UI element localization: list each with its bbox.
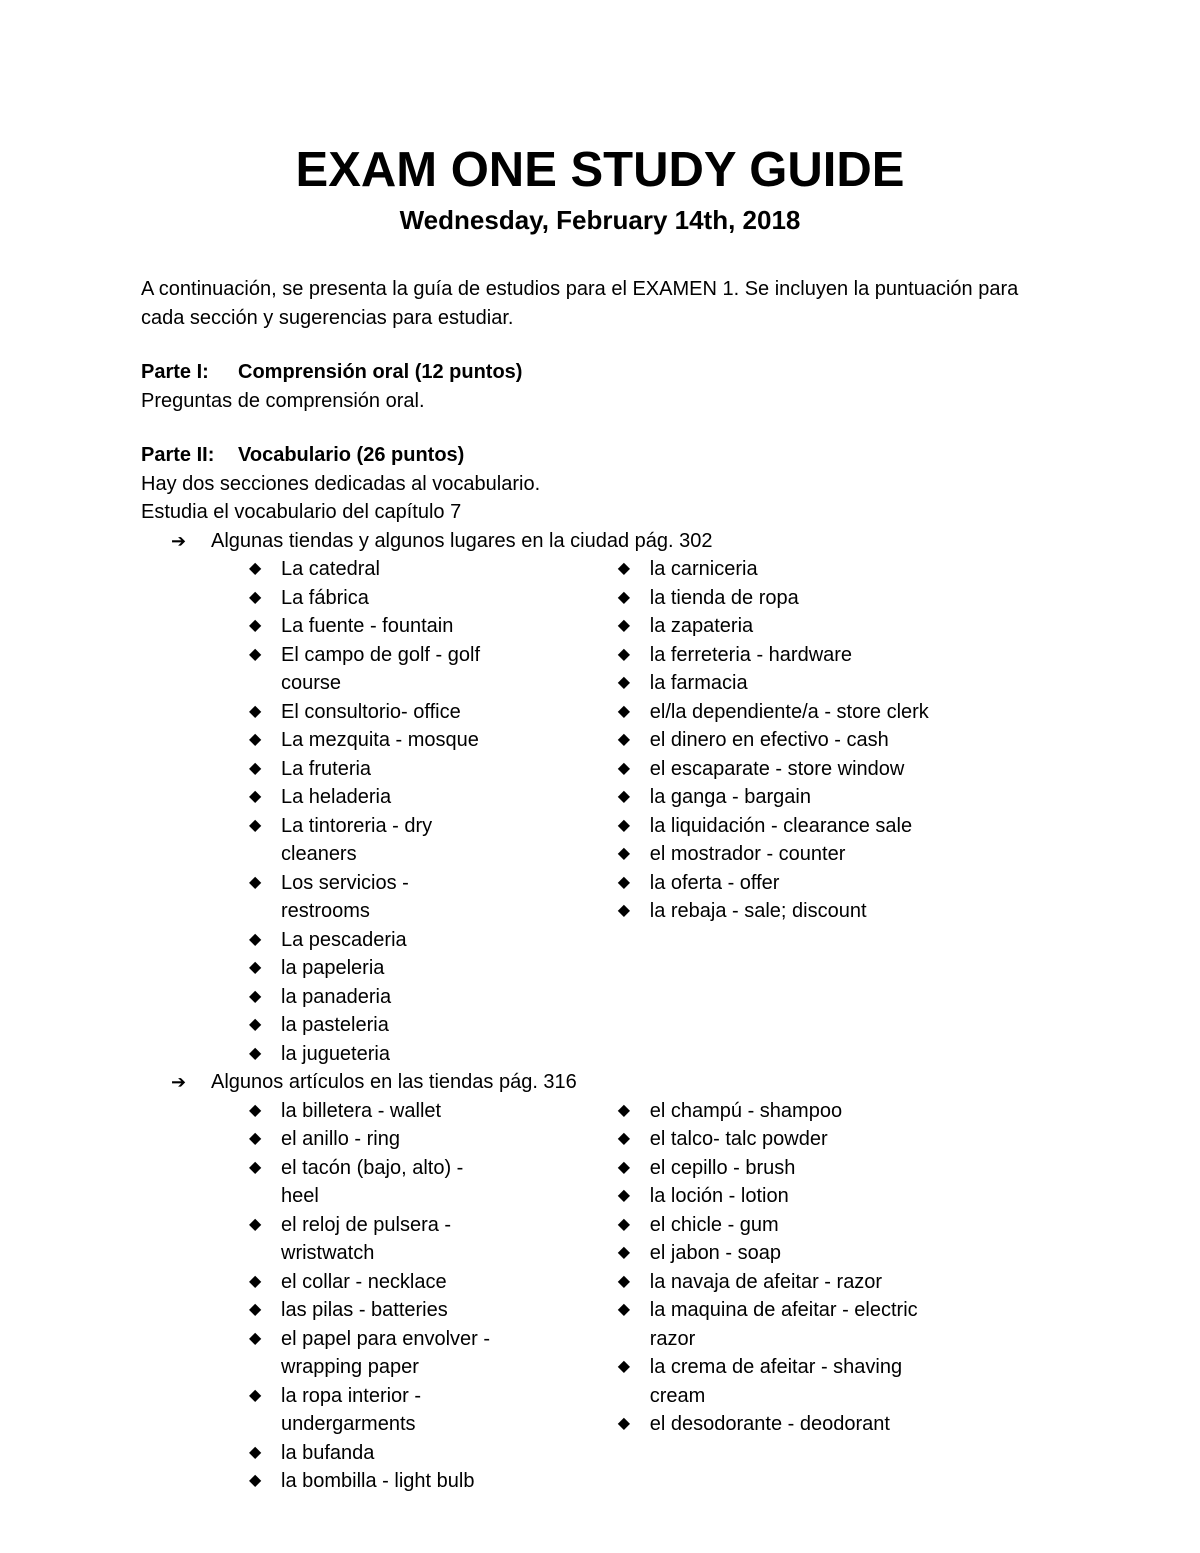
vocab-list: [249, 1097, 618, 1496]
vocab-item-text: La mezquita - mosque: [281, 729, 479, 751]
document-body: [141, 275, 1061, 1496]
vocab-item-text: el chicle - gum: [649, 1213, 779, 1236]
diamond-bullet-icon: ◆: [617, 674, 631, 691]
diamond-bullet-icon: ◆: [617, 1301, 631, 1318]
diamond-bullet-icon: ◆: [249, 1044, 262, 1062]
vocab-item: [618, 698, 950, 727]
arrow-icon: ➔: [171, 530, 187, 551]
diamond-bullet-icon: ◆: [249, 1101, 262, 1119]
vocab-item-text: el papel para envolver - wrapping paper: [281, 1327, 491, 1378]
vocab-item-text: la rebaja - sale; discount: [649, 900, 867, 922]
vocab-item: [249, 812, 503, 869]
vocab-item: [618, 1211, 950, 1240]
vocab-item-text: la bombilla - light bulb: [281, 1470, 475, 1492]
vocab-item: [618, 584, 950, 613]
vocab-item-text: la loción - lotion: [649, 1185, 789, 1207]
vocab-item: [249, 641, 503, 698]
vocab-item-text: La heladeria: [281, 786, 392, 808]
diamond-bullet-icon: ◆: [617, 1130, 631, 1147]
diamond-bullet-icon: ◆: [249, 645, 262, 663]
diamond-bullet-icon: ◆: [617, 902, 631, 919]
vocab-item: [249, 612, 503, 641]
part1-text: Preguntas de comprensión oral.: [141, 389, 425, 412]
vocab-item-text: la liquidación - clearance sale: [649, 814, 913, 837]
vocab-item: [618, 669, 950, 698]
vocab-item: [618, 755, 950, 784]
vocab-item: [249, 1296, 503, 1325]
vocab-item-text: la ganga - bargain: [649, 786, 811, 808]
vocab-item-text: La pescaderia: [281, 928, 407, 951]
vocab-item: [618, 869, 950, 898]
vocab-item: [618, 1268, 950, 1297]
vocab-item: [249, 954, 503, 983]
vocab-item: [618, 897, 950, 926]
diamond-bullet-icon: ◆: [249, 816, 262, 834]
vocab-item: [249, 783, 503, 812]
vocab-item-text: la farmacia: [649, 672, 748, 694]
vocab-item: [618, 840, 950, 869]
diamond-bullet-icon: ◆: [617, 759, 631, 777]
vocab-item-text: la ferreteria - hardware: [649, 643, 853, 666]
diamond-bullet-icon: ◆: [249, 1329, 262, 1347]
vocab-item-text: el champú - shampoo: [649, 1099, 843, 1122]
vocab-item: [249, 1154, 503, 1211]
vocab-item: [249, 869, 503, 926]
part1-label: Parte I:: [141, 361, 209, 383]
diamond-bullet-icon: ◆: [617, 845, 631, 862]
diamond-bullet-icon: ◆: [249, 987, 262, 1005]
vocab-item-text: la oferta - offer: [649, 871, 780, 894]
diamond-bullet-icon: ◆: [617, 645, 631, 663]
vocab-item-text: La tintoreria - dry cleaners: [281, 814, 433, 865]
part2-label: Parte II:: [141, 444, 215, 466]
vocab-item-text: la jugueteria: [281, 1042, 390, 1065]
intro-paragraph: A continuación, se presenta la guía de estudios para el EXAMEN 1. Se incluyen la puntuación para cada sección y sugerencias para estudiar.: [141, 278, 1019, 329]
vocab-item: [618, 1097, 950, 1126]
vocab-item-text: la ropa interior - undergarments: [281, 1384, 422, 1435]
part1-heading: [141, 358, 1061, 387]
diamond-bullet-icon: ◆: [617, 560, 631, 577]
vocab-item-text: La catedral: [281, 558, 380, 580]
part2-heading: [141, 441, 1061, 470]
diamond-bullet-icon: ◆: [617, 816, 631, 834]
vocab-list: [618, 555, 1061, 926]
vocab-item-text: el talco- talc powder: [649, 1128, 828, 1150]
section-1-right-column: [618, 555, 1061, 1068]
part2-title: Vocabulario (26 puntos): [238, 444, 465, 466]
vocab-item: [618, 1296, 950, 1353]
vocab-item: [618, 1125, 950, 1154]
diamond-bullet-icon: ◆: [249, 1386, 262, 1404]
diamond-bullet-icon: ◆: [617, 588, 631, 606]
section-2-columns: [141, 1097, 1061, 1496]
vocab-item: [249, 1268, 503, 1297]
vocab-item-text: La fábrica: [281, 586, 369, 609]
vocab-item: [249, 983, 503, 1012]
diamond-bullet-icon: ◆: [617, 1244, 631, 1261]
vocab-item: [249, 1011, 503, 1040]
diamond-bullet-icon: ◆: [249, 959, 262, 976]
vocab-item: [618, 812, 950, 841]
vocab-item: [618, 1182, 950, 1211]
vocab-item: [249, 1467, 503, 1496]
section-1-columns: [141, 555, 1061, 1068]
vocab-item-text: el jabon - soap: [649, 1242, 781, 1264]
vocab-item: [249, 1211, 503, 1268]
vocab-item: [618, 612, 950, 641]
vocab-list: [249, 555, 618, 1068]
section-1-left-column: [249, 555, 618, 1068]
part2-line2: Estudia el vocabulario del capítulo 7: [141, 501, 462, 523]
vocab-item: [249, 1097, 503, 1126]
vocab-item: [618, 783, 950, 812]
vocab-item: [249, 926, 503, 955]
arrow-icon: ➔: [171, 1072, 187, 1092]
diamond-bullet-icon: ◆: [617, 788, 631, 805]
vocab-item-text: la crema de afeitar - shaving cream: [649, 1356, 903, 1407]
vocab-item-text: la carniceria: [649, 558, 758, 580]
diamond-bullet-icon: ◆: [249, 702, 262, 720]
diamond-bullet-icon: ◆: [617, 1158, 631, 1176]
vocab-item-text: La fruteria: [281, 757, 372, 780]
vocab-item: [249, 1439, 503, 1468]
vocab-item-text: la maquina de afeitar - electric razor: [649, 1299, 918, 1350]
vocab-item-text: El consultorio- office: [281, 700, 461, 723]
vocab-item-text: la panaderia: [281, 985, 392, 1008]
diamond-bullet-icon: ◆: [617, 1101, 631, 1119]
diamond-bullet-icon: ◆: [249, 1472, 262, 1489]
diamond-bullet-icon: ◆: [249, 560, 262, 577]
vocab-item-text: el reloj de pulsera - wristwatch: [281, 1213, 452, 1264]
vocab-item: [249, 555, 503, 584]
vocab-item: [618, 1154, 950, 1183]
diamond-bullet-icon: ◆: [249, 1443, 262, 1461]
vocab-item: [618, 641, 950, 670]
diamond-bullet-icon: ◆: [249, 1272, 262, 1290]
section-1-title: Algunas tiendas y algunos lugares en la ciudad pág. 302: [211, 529, 713, 552]
vocab-item-text: el cepillo - brush: [649, 1156, 796, 1179]
vocab-item-text: el collar - necklace: [281, 1270, 447, 1293]
vocab-item-text: la navaja de afeitar - razor: [649, 1270, 883, 1293]
diamond-bullet-icon: ◆: [617, 1187, 631, 1204]
diamond-bullet-icon: ◆: [249, 1301, 262, 1318]
vocab-section-2: [141, 1068, 1061, 1496]
vocab-item-text: la zapateria: [649, 615, 754, 637]
vocab-item-text: la papeleria: [281, 957, 385, 979]
vocab-item-text: el/la dependiente/a - store clerk: [649, 700, 929, 723]
diamond-bullet-icon: ◆: [249, 930, 262, 948]
diamond-bullet-icon: ◆: [617, 1358, 631, 1375]
vocab-item: [249, 755, 503, 784]
vocab-item: [249, 1040, 503, 1069]
vocab-item-text: el dinero en efectivo - cash: [649, 729, 889, 751]
vocab-item-text: el anillo - ring: [281, 1128, 400, 1150]
part2-line1: Hay dos secciones dedicadas al vocabulario.: [141, 472, 541, 495]
vocab-item: [249, 1382, 503, 1439]
vocab-item-text: El campo de golf - golf course: [281, 643, 480, 694]
vocab-item: [618, 1353, 950, 1410]
vocab-item: [249, 1325, 503, 1382]
diamond-bullet-icon: ◆: [249, 731, 262, 748]
page-title: EXAM ONE STUDY GUIDE: [295, 143, 905, 197]
vocab-item: [249, 698, 503, 727]
diamond-bullet-icon: ◆: [617, 702, 631, 720]
vocab-item: [249, 726, 503, 755]
diamond-bullet-icon: ◆: [617, 1272, 631, 1290]
diamond-bullet-icon: ◆: [249, 1130, 262, 1147]
diamond-bullet-icon: ◆: [249, 1016, 262, 1033]
vocab-item-text: la billetera - wallet: [281, 1099, 442, 1122]
section-2-heading: [171, 1068, 1061, 1097]
diamond-bullet-icon: ◆: [249, 1215, 262, 1233]
section-2-title: Algunos artículos en las tiendas pág. 316: [211, 1071, 577, 1093]
vocab-item-text: las pilas - batteries: [281, 1299, 448, 1321]
section-2-left-column: [249, 1097, 618, 1496]
section-2-right-column: [618, 1097, 1061, 1496]
diamond-bullet-icon: ◆: [617, 1415, 631, 1432]
page-subtitle: Wednesday, February 14th, 2018: [399, 205, 801, 235]
vocab-item-text: Los servicios - restrooms: [281, 871, 409, 922]
vocab-item-text: la tienda de ropa: [649, 586, 799, 609]
diamond-bullet-icon: ◆: [249, 759, 262, 777]
vocab-list: [618, 1097, 1061, 1439]
vocab-item-text: el desodorante - deodorant: [649, 1413, 890, 1435]
diamond-bullet-icon: ◆: [617, 1215, 631, 1233]
vocab-item: [249, 1125, 503, 1154]
vocab-item-text: La fuente - fountain: [281, 615, 454, 637]
diamond-bullet-icon: ◆: [617, 617, 631, 634]
diamond-bullet-icon: ◆: [617, 873, 631, 891]
vocab-item: [618, 726, 950, 755]
diamond-bullet-icon: ◆: [249, 1158, 262, 1176]
diamond-bullet-icon: ◆: [249, 617, 262, 634]
vocab-item: [618, 1239, 950, 1268]
diamond-bullet-icon: ◆: [249, 588, 262, 606]
vocab-item: [618, 555, 950, 584]
vocab-item-text: el tacón (bajo, alto) - heel: [281, 1156, 464, 1207]
section-1-heading: [171, 527, 1061, 556]
diamond-bullet-icon: ◆: [249, 873, 262, 891]
vocab-item-text: la pasteleria: [281, 1014, 389, 1036]
vocab-item-text: la bufanda: [281, 1441, 375, 1464]
diamond-bullet-icon: ◆: [617, 731, 631, 748]
vocab-section-1: [141, 527, 1061, 1069]
vocab-item-text: el escaparate - store window: [649, 757, 905, 780]
vocab-item: [249, 584, 503, 613]
vocab-item: [618, 1410, 950, 1439]
diamond-bullet-icon: ◆: [249, 788, 262, 805]
part1-title: Comprensión oral (12 puntos): [238, 361, 523, 383]
vocab-item-text: el mostrador - counter: [649, 843, 846, 865]
